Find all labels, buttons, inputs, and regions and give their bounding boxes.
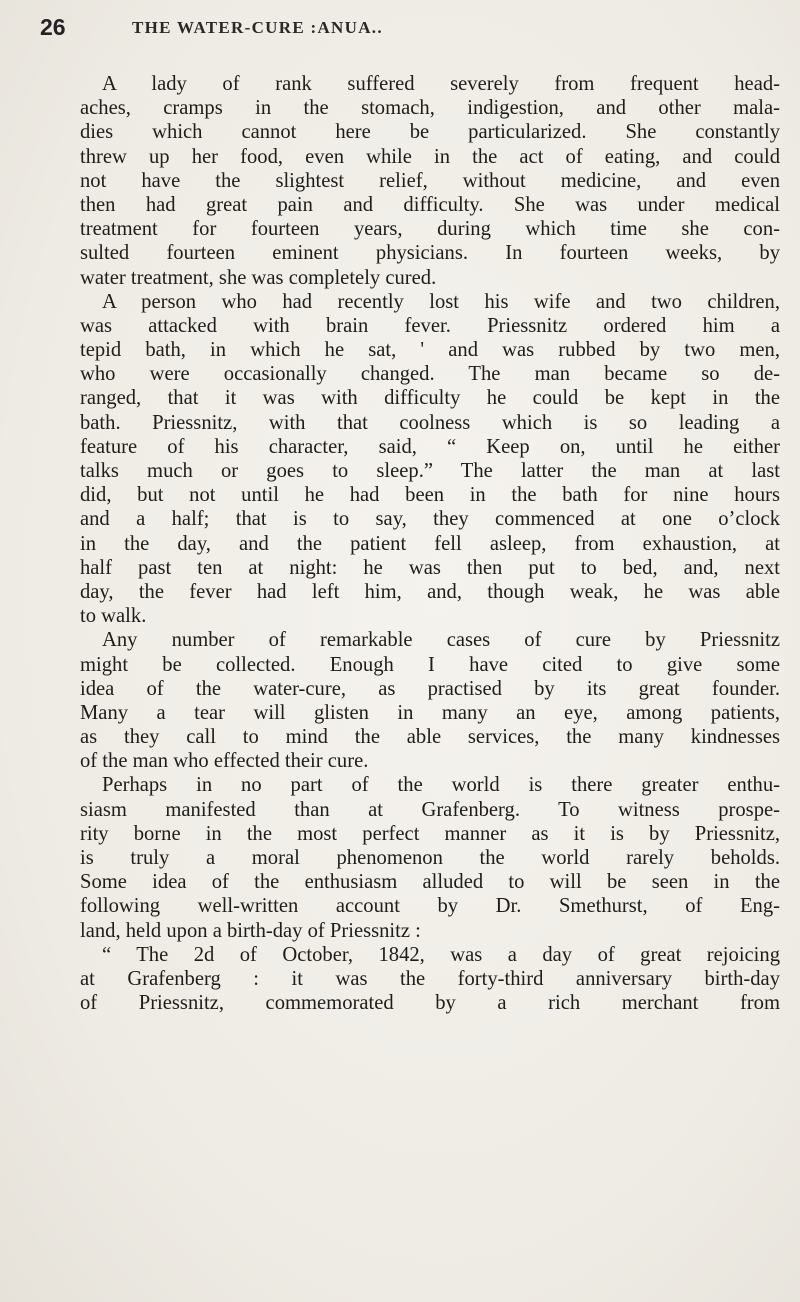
paragraph [80, 943, 780, 1016]
text-line: ranged, that it was with difficulty he could be kept in the [80, 387, 780, 410]
page-number: 26 [40, 14, 66, 40]
text-line: A person who had recently lost his wife and two children, [102, 290, 780, 313]
text-line: not have the slightest relief, without medicine, and even [80, 169, 780, 192]
text-line: aches, cramps in the stomach, indigestion, and other mala- [80, 97, 780, 120]
paragraph [80, 773, 780, 942]
text-line: was attacked with brain fever. Priessnitz ordered him a [80, 314, 780, 337]
text-line: who were occasionally changed. The man became so de- [80, 363, 780, 386]
text-line: as they call to mind the able services, the many kindnesses [80, 726, 780, 749]
text-line: “ The 2d of October, 1842, was a day of great rejoicing [102, 943, 780, 966]
text-line: talks much or goes to sleep.” The latter the man at last [80, 460, 780, 482]
text-line: and a half; that is to say, they commenced at one o’clock [80, 508, 780, 531]
text-line: of the man who effected their cure. [80, 750, 369, 773]
text-line: to walk. [80, 605, 147, 628]
text-line: dies which cannot here be particularized. She constantly [80, 121, 780, 144]
text-line: land, held upon a birth-day of Priessnitz : [80, 919, 421, 942]
text-line: in the day, and the patient fell asleep, from exhaustion, at [80, 532, 780, 555]
text-line: sulted fourteen eminent physicians. In fourteen weeks, by [80, 242, 780, 265]
text-line: feature of his character, said, “ Keep on, until he either [80, 435, 780, 458]
text-line: bath. Priessnitz, with that coolness which is so leading a [80, 411, 780, 434]
text-line: Some idea of the enthusiasm alluded to will be seen in the [80, 871, 780, 894]
text-line: treatment for fourteen years, during which time she con- [80, 218, 780, 241]
text-line: tepid bath, in which he sat, ' and was rubbed by two men, [80, 339, 780, 362]
paragraph [80, 628, 780, 773]
text-line: is truly a moral phenomenon the world rarely beholds. [80, 847, 780, 869]
text-line: Many a tear will glisten in many an eye, among patients, [80, 701, 780, 724]
text-line: did, but not until he had been in the bath for nine hours [80, 484, 780, 507]
text-line: day, the fever had left him, and, though weak, he was able [80, 580, 780, 603]
text-line: of Priessnitz, commemorated by a rich merchant from [80, 992, 780, 1015]
text-line: might be collected. Enough I have cited to give some [80, 653, 780, 676]
paragraph [80, 72, 780, 290]
body-text [80, 72, 780, 1015]
running-head: THE WATER-CURE :ANUA.. [132, 18, 383, 37]
text-line: at Grafenberg : it was the forty-third anniversary birth-day [80, 967, 780, 990]
page-header [40, 14, 780, 44]
text-line: siasm manifested than at Grafenberg. To witness prospe- [80, 798, 780, 821]
text-line: rity borne in the most perfect manner as it is by Priessnitz, [80, 822, 780, 845]
paragraph [80, 290, 780, 629]
text-line: A lady of rank suffered severely from frequent head- [102, 73, 780, 95]
text-line: water treatment, she was completely cured. [80, 266, 437, 289]
text-line: Perhaps in no part of the world is there greater enthu- [102, 774, 780, 797]
text-line: following well-written account by Dr. Smethurst, of Eng- [80, 895, 780, 918]
text-line: Any number of remarkable cases of cure by Priessnitz [102, 629, 780, 652]
text-line: half past ten at night: he was then put to bed, and, next [80, 556, 780, 579]
text-line: threw up her food, even while in the act of eating, and could [80, 145, 780, 168]
text-line: then had great pain and difficulty. She was under medical [80, 193, 780, 216]
text-line: idea of the water-cure, as practised by its great founder. [80, 677, 780, 700]
